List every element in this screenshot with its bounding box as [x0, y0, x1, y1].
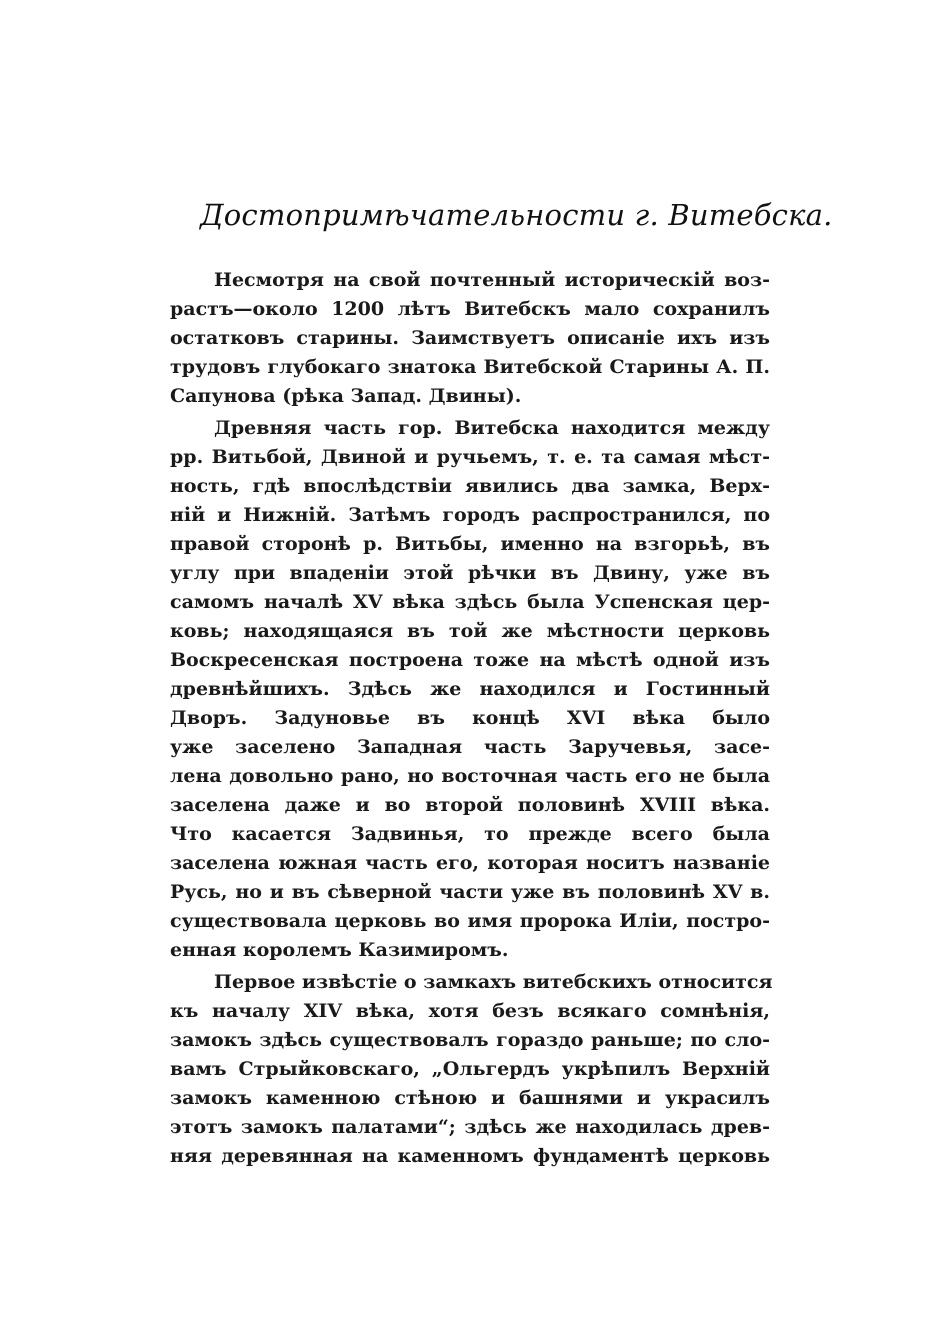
text-line: трудовъ глубокаго знатока Витебской Старины А. П.	[170, 356, 770, 378]
text-line: заселена даже и во второй половинѣ XVIII вѣка.	[170, 794, 770, 816]
text-line: Древняя часть гор. Витебска находится между	[214, 417, 770, 439]
text-line: Несмотря на свой почтенный историческій воз-	[214, 269, 770, 291]
text-line: заселена южная часть его, которая носитъ названіе	[170, 852, 770, 874]
text-line: Воскресенская построена тоже на мѣстѣ одной изъ	[170, 649, 770, 671]
text-line: ность, гдѣ впослѣдствіи явились два замка, Верх-	[170, 475, 770, 497]
text-line: Сапунова (рѣка Запад. Двины).	[170, 385, 522, 407]
paragraph	[170, 414, 770, 965]
text-line: правой сторонѣ р. Витьбы, именно на взгорьѣ, въ	[170, 533, 770, 555]
paragraph	[170, 266, 770, 411]
text-line: енная королемъ Казимиромъ.	[170, 939, 509, 961]
text-line: остатковъ старины. Заимствуетъ описаніе ихъ изъ	[170, 327, 770, 349]
text-line: растъ—около 1200 лѣтъ Витебскъ мало сохранилъ	[170, 298, 770, 320]
text-line: самомъ началѣ XV вѣка здѣсь была Успенская цер-	[170, 591, 770, 613]
text-line: Первое извѣстіе о замкахъ витебскихъ относится	[214, 971, 773, 993]
text-line: уже заселено Западная часть Заручевья, засе-	[170, 736, 770, 758]
text-line: углу при впаденіи этой рѣчки въ Двину, уже въ	[170, 562, 770, 584]
text-line: къ началу XIV вѣка, хотя безъ всякаго сомнѣнія,	[170, 1000, 770, 1022]
text-line: няя деревянная на каменномъ фундаментѣ церковь	[170, 1145, 770, 1167]
chapter-title: Достопримѣчательности г. Витебска.	[200, 198, 833, 232]
text-line: рр. Витьбой, Двиной и ручьемъ, т. е. та самая мѣст-	[170, 446, 770, 468]
text-line: лена довольно рано, но восточная часть его не была	[170, 765, 770, 787]
text-line: Что касается Задвинья, то прежде всего была	[170, 823, 770, 845]
text-line: существовала церковь во имя пророка Иліи, постро-	[170, 910, 770, 932]
text-line: замокъ каменною стѣною и башнями и украсилъ	[170, 1087, 770, 1109]
text-line: древнѣйшихъ. Здѣсь же находился и Гостинный	[170, 678, 770, 700]
body-text	[170, 266, 773, 1171]
text-line: этотъ замокъ палатами“; здѣсь же находилась древ-	[170, 1116, 770, 1138]
text-line: замокъ здѣсь существовалъ гораздо раньше; по сло-	[170, 1029, 770, 1051]
text-line: вамъ Стрыйковскаго, „Ольгердъ укрѣпилъ Верхній	[170, 1058, 770, 1080]
text-line: ковь; находящаяся въ той же мѣстности церковь	[170, 620, 770, 642]
text-line: Дворъ. Задуновье въ концѣ XVI вѣка было	[170, 707, 770, 729]
text-line: ній и Нижній. Затѣмъ городъ распространился, по	[170, 504, 770, 526]
paragraph	[170, 968, 773, 1171]
text-line: Русь, но и въ сѣверной части уже въ половинѣ XV в.	[170, 881, 770, 903]
